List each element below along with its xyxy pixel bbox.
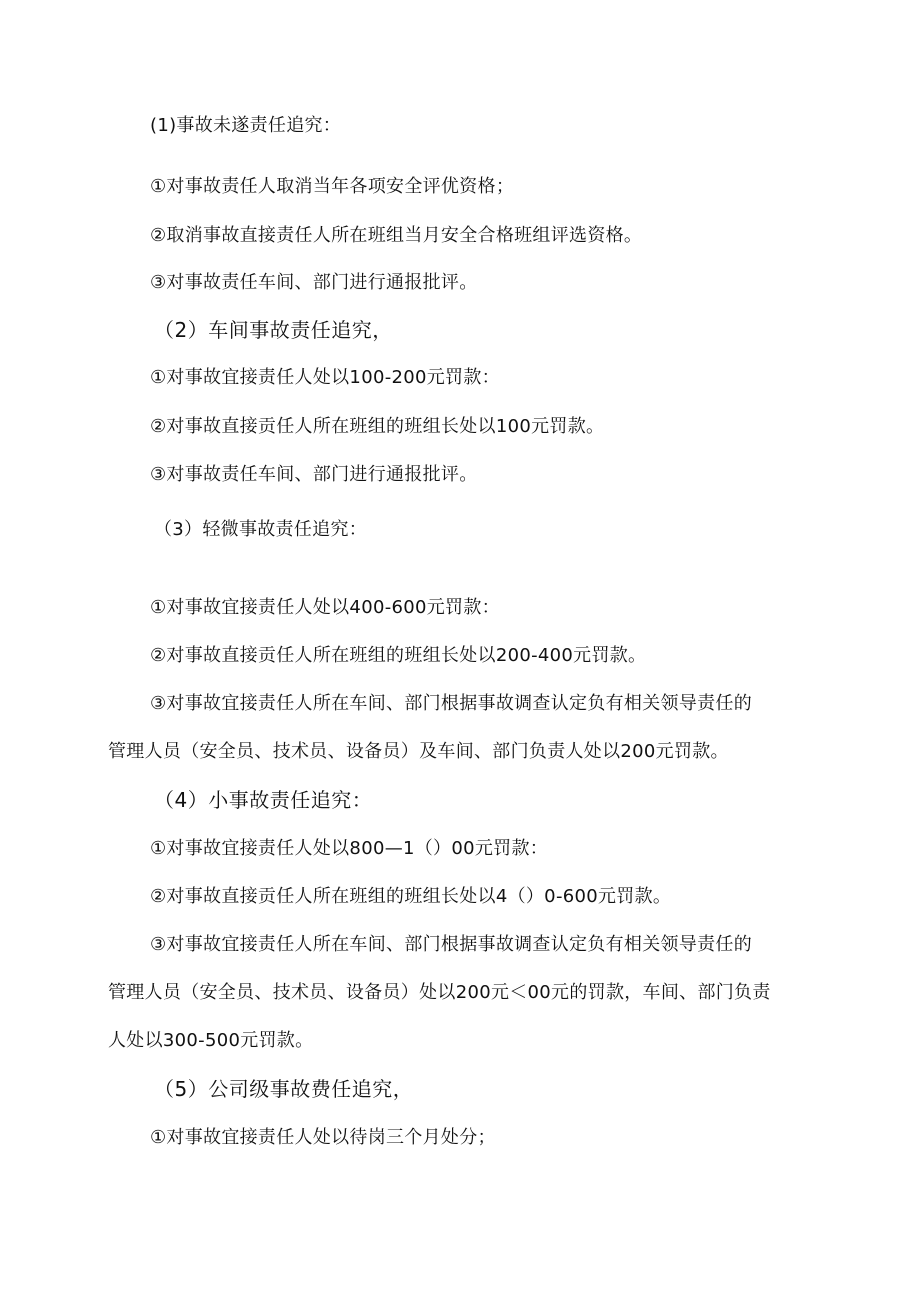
section-5-item-1: ①对事故宜接责任人处以待岗三个月处分； (150, 1127, 496, 1148)
section-5-heading: （5）公司级事故费任追究， (154, 1077, 414, 1101)
section-2-heading: （2）车间事故责任追究， (154, 318, 393, 342)
section-1-item-1: ①对事故责任人取消当年各项安全评优资格； (150, 176, 515, 197)
section-1-item-2: ②取消事故直接责任人所在班组当月安全合格班组评选资格。 (150, 225, 643, 246)
section-4-heading: （4）小事故责任追究： (154, 788, 373, 812)
section-4-item-2: ②对事故直接贡任人所在班组的班组长处以4（）0-600元罚款。 (150, 886, 672, 907)
section-1-item-3: ③对事故责任车间、部门进行通报批评。 (150, 272, 478, 293)
section-3-item-2: ②对事故直接贡任人所在班组的班组长处以200-400元罚款。 (150, 645, 647, 666)
section-3-item-1: ①对事故宜接责任人处以400-600元罚款： (150, 597, 500, 618)
section-4-item-3-line-3: 人处以300-500元罚款。 (108, 1030, 314, 1051)
section-2-item-2: ②对事故直接贡任人所在班组的班组长处以100元罚款。 (150, 416, 605, 437)
section-4-item-1: ①对事故宜接责任人处以800—1（）00元罚款： (150, 838, 549, 859)
section-3-heading: （3）轻微事故责任追究： (154, 519, 368, 540)
section-4-item-3-line-1: ③对事故宜接责任人所在车间、部门根据事故调查认定负有相关领导责任的 (150, 934, 753, 955)
section-4-item-3-line-2: 管理人员（安全员、技术员、设备员）处以200元＜00元的罚款，车间、部门负责 (108, 982, 771, 1003)
section-3-item-3-line-2: 管理人员（安全员、技术员、设备员）及车间、部门负责人处以200元罚款。 (108, 741, 729, 762)
section-1-heading: (1)事故未遂责任追究： (150, 115, 342, 136)
section-2-item-1: ①对事故宜接责任人处以100-200元罚款： (150, 367, 500, 388)
section-3-item-3-line-1: ③对事故宜接责任人所在车间、部门根据事故调查认定负有相关领导责任的 (150, 693, 753, 714)
section-2-item-3: ③对事故责任车间、部门进行通报批评。 (150, 464, 478, 485)
